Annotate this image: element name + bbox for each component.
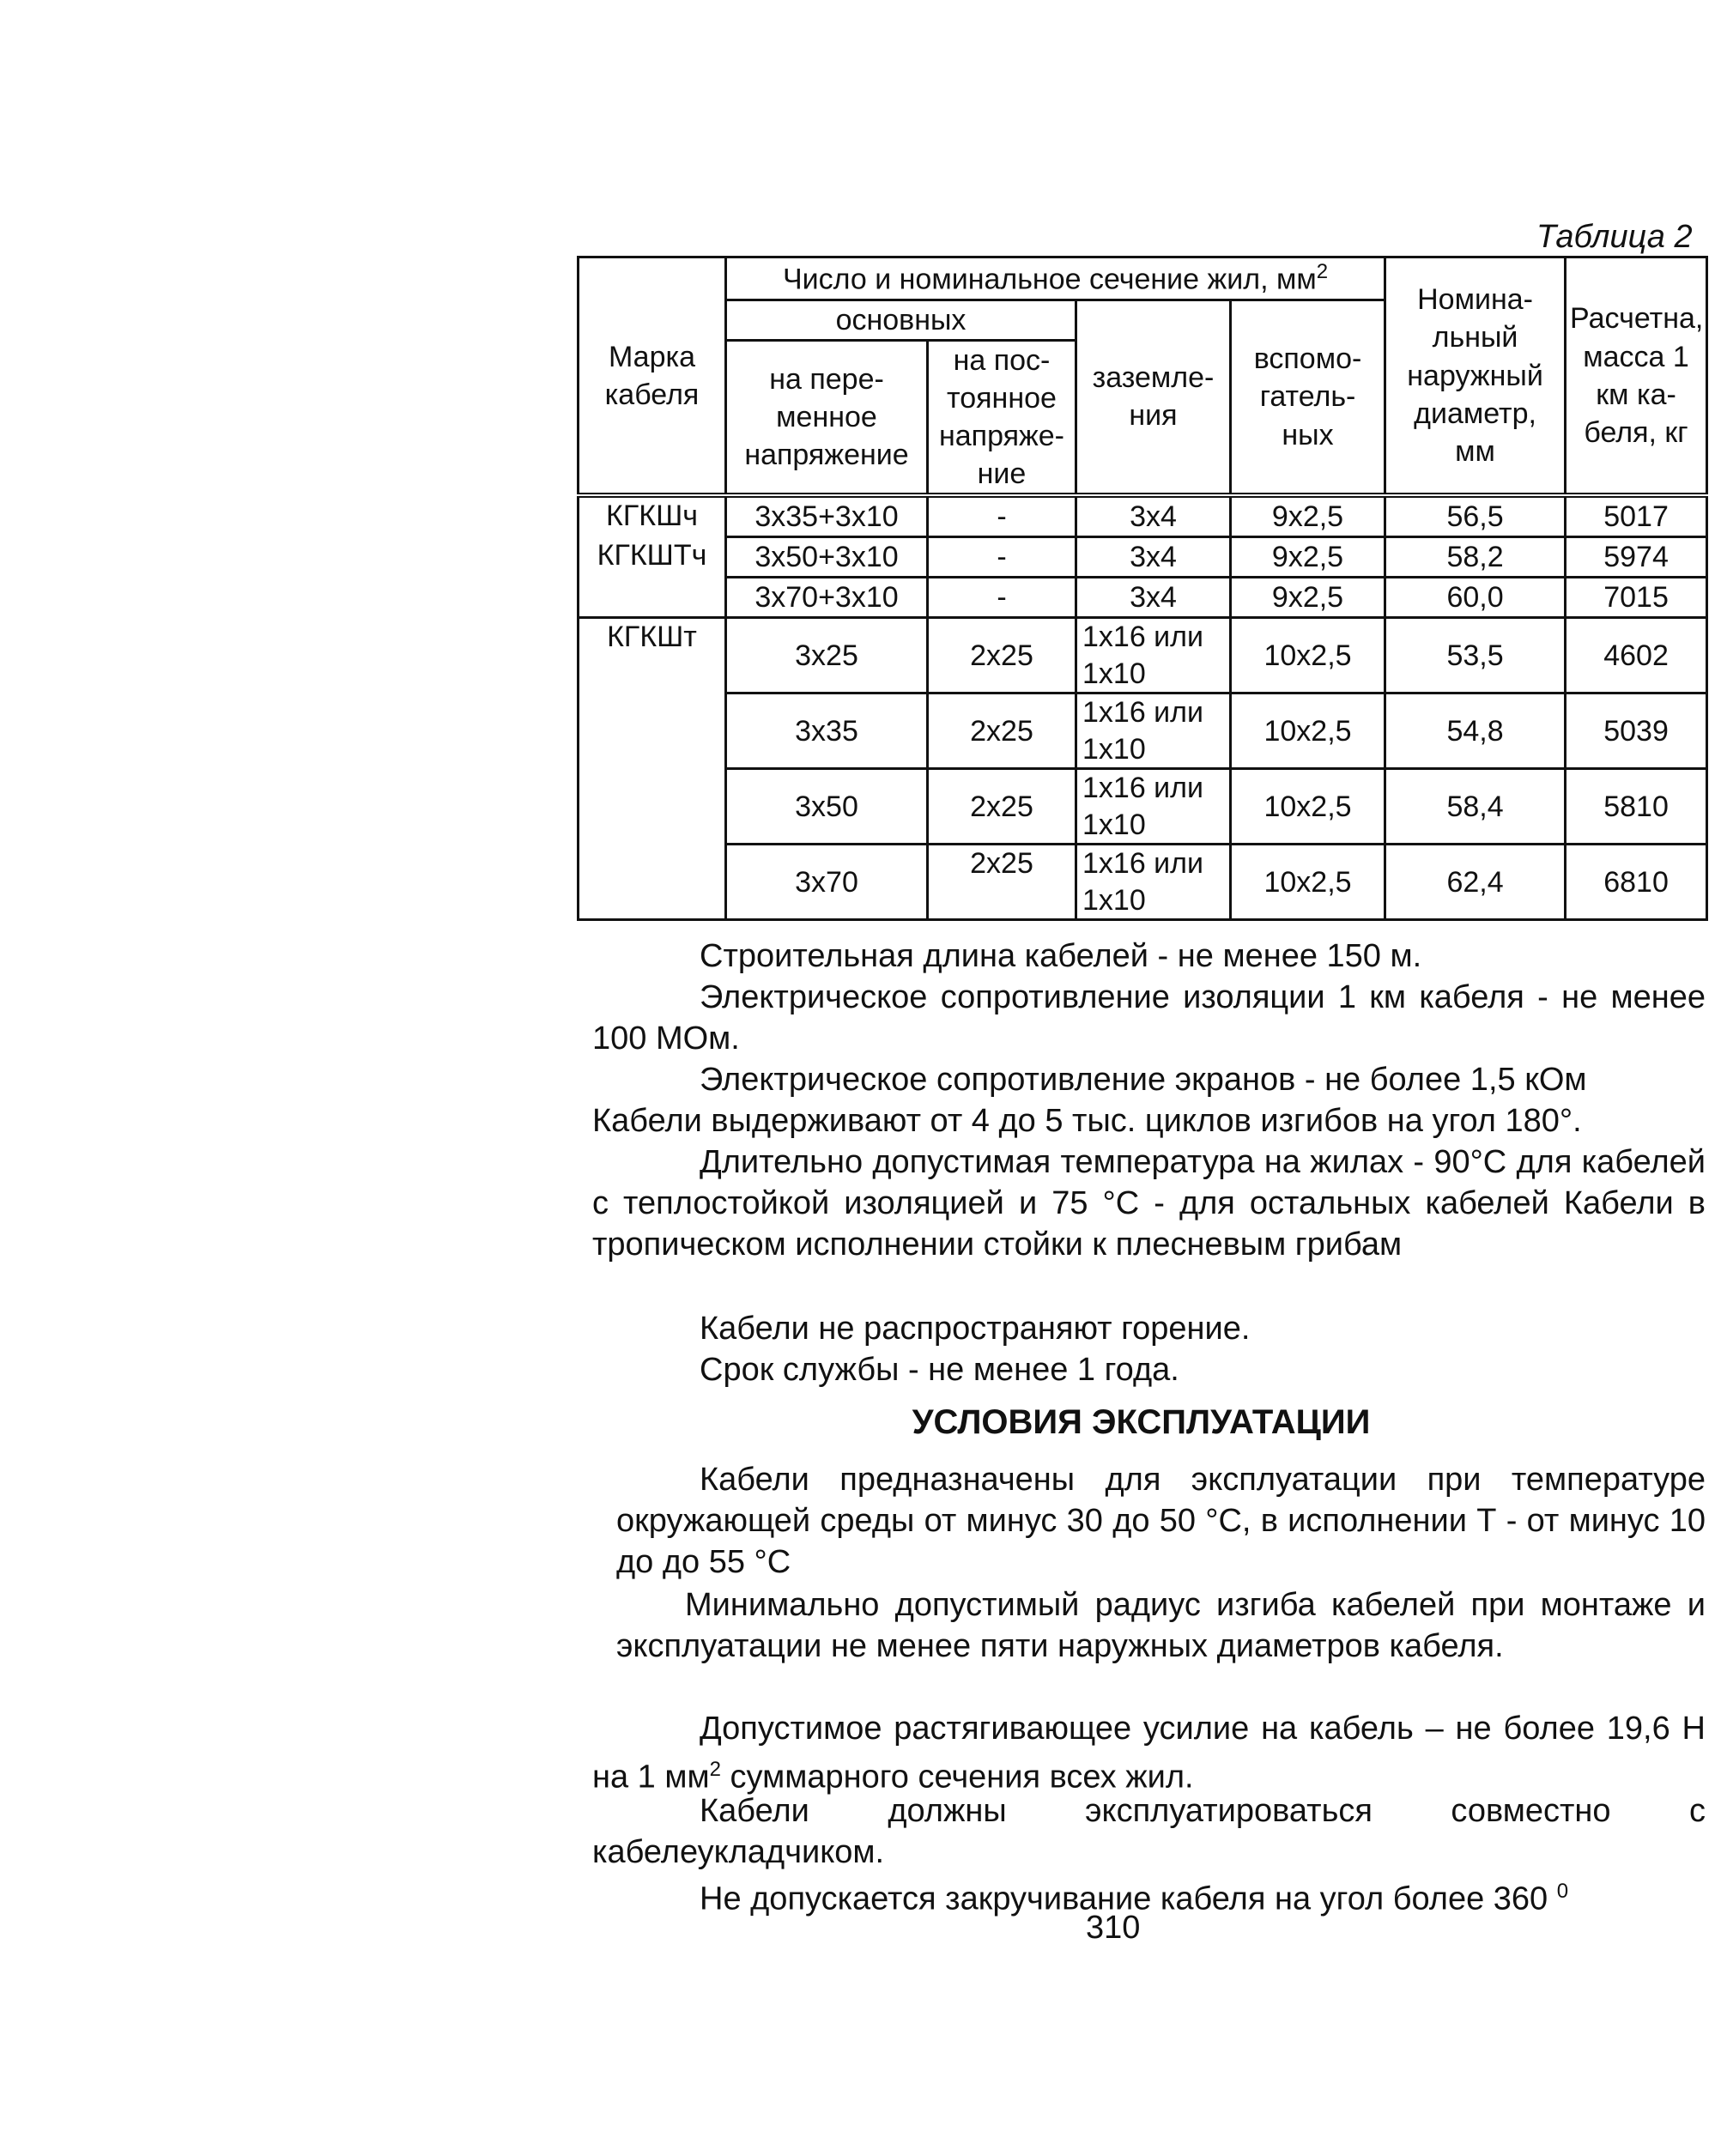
cell-diameter: 58,2 bbox=[1385, 537, 1566, 578]
paragraph bbox=[592, 1708, 1706, 1798]
table-row bbox=[579, 578, 1707, 618]
cell-diameter: 54,8 bbox=[1385, 693, 1566, 769]
cell-dc: - bbox=[928, 495, 1076, 537]
section-heading: УСЛОВИЯ ЭКСПЛУАТАЦИИ bbox=[912, 1403, 1371, 1441]
cell-ground: 1х16 или 1х10 bbox=[1076, 769, 1231, 845]
cable-spec-table bbox=[577, 256, 1708, 921]
paragraph-text: Кабели выдерживают от 4 до 5 тыс. циклов изгибов на угол 180°. bbox=[592, 1103, 1582, 1139]
mark-cell: КГКШт bbox=[579, 618, 726, 693]
page-number: 310 bbox=[1086, 1910, 1141, 1946]
header-aux: вспомо-гатель-ных bbox=[1231, 300, 1385, 495]
table-row bbox=[579, 537, 1707, 578]
cell-mass: 6810 bbox=[1566, 845, 1707, 920]
paragraph-text: Кабели должны эксплуатироваться совместно с кабелеукладчиком. bbox=[592, 1793, 1706, 1870]
cell-mass: 4602 bbox=[1566, 618, 1707, 693]
cell-mass: 7015 bbox=[1566, 578, 1707, 618]
mark-cell: КГКШТч bbox=[579, 537, 726, 578]
paragraph bbox=[616, 1459, 1706, 1583]
cell-aux: 9х2,5 bbox=[1231, 578, 1385, 618]
paragraph bbox=[592, 1349, 1706, 1390]
paragraph-text: Допустимое растягивающее усилие на кабель – не более 19,6 Н на 1 мм bbox=[592, 1711, 1706, 1796]
cell-ground: 3х4 bbox=[1076, 495, 1231, 537]
cell-ac: 3х70+3х10 bbox=[726, 578, 928, 618]
cell-diameter: 58,4 bbox=[1385, 769, 1566, 845]
mark-cell-empty bbox=[579, 845, 726, 920]
cell-mass: 5017 bbox=[1566, 495, 1707, 537]
cell-aux: 9х2,5 bbox=[1231, 537, 1385, 578]
paragraph bbox=[592, 936, 1706, 977]
paragraph-text: Строительная длина кабелей - не менее 150 м. bbox=[700, 938, 1422, 974]
cell-dc: - bbox=[928, 578, 1076, 618]
paragraph bbox=[592, 1871, 1706, 1920]
paragraph-text: суммарного сечения всех жил. bbox=[720, 1759, 1194, 1796]
paragraph-text: Кабели не распространяют горение. bbox=[700, 1311, 1251, 1347]
paragraph-text: Минимально допустимый радиус изгиба кабелей при монтаже и эксплуатации не менее пяти наружных диаметров кабеля. bbox=[616, 1587, 1706, 1664]
header-diameter: Номина-льный наружный диаметр, мм bbox=[1385, 257, 1566, 496]
mark-cell-empty bbox=[579, 693, 726, 769]
paragraph-text: Длительно допустимая температура на жилах - 90°С для кабелей с теплостойкой изоляцией и 75 °С - для остальных кабелей Кабели в тропическом исполнении стойки к плесневым грибам bbox=[592, 1144, 1706, 1263]
header-cores-group-text: Число и номинальное сечение жил, мм bbox=[782, 263, 1317, 296]
paragraph bbox=[616, 1584, 1706, 1667]
mark-cell-empty bbox=[579, 578, 726, 618]
header-mark: Марка кабеля bbox=[579, 257, 726, 496]
cell-mass: 5039 bbox=[1566, 693, 1707, 769]
cell-mass: 5974 bbox=[1566, 537, 1707, 578]
paragraph bbox=[592, 1059, 1706, 1100]
paragraph-text: Кабели предназначены для эксплуатации при температуре окружающей среды от минус 30 до 50 °С, в исполнении Т - от минус 10 до до 55 °С bbox=[616, 1462, 1706, 1580]
header-main-group: основных bbox=[726, 300, 1076, 340]
cell-dc: 2х25 bbox=[928, 618, 1076, 693]
table-row bbox=[579, 618, 1707, 693]
cell-dc: - bbox=[928, 537, 1076, 578]
table-row bbox=[579, 495, 1707, 537]
cell-ground: 1х16 или 1х10 bbox=[1076, 693, 1231, 769]
cell-mass: 5810 bbox=[1566, 769, 1707, 845]
table-row bbox=[579, 769, 1707, 845]
cell-ac: 3х50+3х10 bbox=[726, 537, 928, 578]
table-caption: Таблица 2 bbox=[1536, 219, 1693, 255]
cell-ac: 3х70 bbox=[726, 845, 928, 920]
cell-ac: 3х50 bbox=[726, 769, 928, 845]
paragraph bbox=[592, 977, 1706, 1059]
mark-cell: КГКШч bbox=[579, 495, 726, 537]
cell-ground: 1х16 или 1х10 bbox=[1076, 845, 1231, 920]
header-ac: на пере-менное напряжение bbox=[726, 340, 928, 495]
cell-diameter: 60,0 bbox=[1385, 578, 1566, 618]
header-mass: Расчетна, масса 1 км ка-беля, кг bbox=[1566, 257, 1707, 496]
paragraph bbox=[592, 1142, 1706, 1265]
cell-aux: 10х2,5 bbox=[1231, 769, 1385, 845]
superscript: 0 bbox=[1556, 1880, 1569, 1903]
cell-diameter: 56,5 bbox=[1385, 495, 1566, 537]
header-cores-group bbox=[726, 257, 1385, 300]
cell-aux: 10х2,5 bbox=[1231, 618, 1385, 693]
paragraph-text: Электрическое сопротивление экранов - не более 1,5 кОм bbox=[700, 1062, 1587, 1098]
cell-aux: 10х2,5 bbox=[1231, 693, 1385, 769]
cell-ac: 3х35 bbox=[726, 693, 928, 769]
cell-diameter: 62,4 bbox=[1385, 845, 1566, 920]
cell-aux: 9х2,5 bbox=[1231, 495, 1385, 537]
cell-dc: 2х25 bbox=[928, 693, 1076, 769]
cell-ac: 3х25 bbox=[726, 618, 928, 693]
header-cores-group-sup: 2 bbox=[1316, 260, 1329, 283]
paragraph-text: Не допускается закручивание кабеля на угол более 360 bbox=[700, 1880, 1548, 1917]
cell-ground: 1х16 или 1х10 bbox=[1076, 618, 1231, 693]
cell-ground: 3х4 bbox=[1076, 578, 1231, 618]
cell-dc: 2х25 bbox=[928, 769, 1076, 845]
superscript: 2 bbox=[709, 1758, 721, 1781]
cell-diameter: 53,5 bbox=[1385, 618, 1566, 693]
mark-cell-empty bbox=[579, 769, 726, 845]
paragraph-text: Электрическое сопротивление изоляции 1 км кабеля - не менее 100 МОм. bbox=[592, 979, 1706, 1057]
header-dc: на пос-тоянное напряже-ние bbox=[928, 340, 1076, 495]
cell-ground: 3х4 bbox=[1076, 537, 1231, 578]
table-row bbox=[579, 693, 1707, 769]
header-ground: заземле-ния bbox=[1076, 300, 1231, 495]
cell-dc: 2х25 bbox=[928, 845, 1076, 920]
paragraph bbox=[592, 1100, 1706, 1142]
paragraph bbox=[592, 1790, 1706, 1873]
table-row bbox=[579, 845, 1707, 920]
cell-ac: 3х35+3х10 bbox=[726, 495, 928, 537]
paragraph-text: Срок службы - не менее 1 года. bbox=[700, 1352, 1179, 1388]
paragraph bbox=[592, 1308, 1706, 1349]
cell-aux: 10х2,5 bbox=[1231, 845, 1385, 920]
